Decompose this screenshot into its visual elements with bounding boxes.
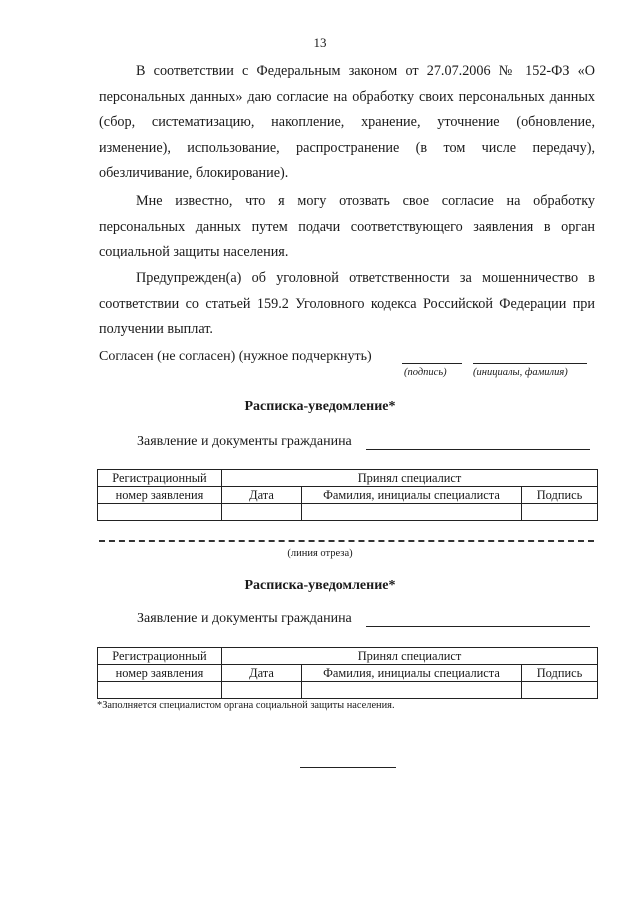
specialist-name-cell[interactable] <box>302 504 522 521</box>
reg-number-cell[interactable] <box>98 682 222 699</box>
footnote: *Заполняется специалистом органа социальной защиты населения. <box>97 700 395 711</box>
date-cell[interactable] <box>222 682 302 699</box>
documents-label: Заявление и документы гражданина <box>137 611 352 626</box>
signature-caption: (подпись) <box>404 367 447 378</box>
signature-cell[interactable] <box>522 504 598 521</box>
reg-number-header-line1: Регистрационный <box>98 470 222 487</box>
end-separator-line <box>300 767 396 768</box>
signature-line[interactable] <box>402 363 462 364</box>
citizen-name-line[interactable] <box>366 626 590 627</box>
page-number: 13 <box>313 35 327 50</box>
reg-number-header-line2: номер заявления <box>98 487 222 504</box>
date-header: Дата <box>222 487 302 504</box>
name-line[interactable] <box>473 363 587 364</box>
specialist-name-header: Фамилия, инициалы специалиста <box>302 487 522 504</box>
consent-paragraph: В соответствии с Федеральным законом от 27.07.2006 № 152-ФЗ «О персональных данных» даю согласие на обработку своих персональных данных (сбор, систематизацию, накопление, хранение, уточнение (обновление, изменение), использование, распространение (в том числе передачу), обезличивание, блокирование). <box>99 63 595 182</box>
specialist-name-cell[interactable] <box>302 682 522 699</box>
reg-number-header-line2: номер заявления <box>98 665 222 682</box>
registration-table <box>97 647 598 699</box>
receipt-title: Расписка-уведомление* <box>244 578 396 593</box>
liability-paragraph: Предупрежден(а) об уголовной ответственности за мошенничество в соответствии со статьей 159.2 Уголовного кодекса Российской Федерации при получении выплат. <box>99 270 595 338</box>
reg-number-cell[interactable] <box>98 504 222 521</box>
date-header: Дата <box>222 665 302 682</box>
agreement-text: Согласен (не согласен) (нужное подчеркнуть) <box>99 349 372 364</box>
registration-table <box>97 469 598 521</box>
accepted-by-header: Принял специалист <box>222 648 598 665</box>
signature-header: Подпись <box>522 665 598 682</box>
revocation-paragraph: Мне известно, что я могу отозвать свое согласие на обработку персональных данных путем подачи соответствующего заявления в орган социальной защиты населения. <box>99 193 595 261</box>
cut-line-caption: (линия отреза) <box>287 548 353 559</box>
specialist-name-header: Фамилия, инициалы специалиста <box>302 665 522 682</box>
cut-line <box>99 540 594 542</box>
reg-number-header-line1: Регистрационный <box>98 648 222 665</box>
signature-header: Подпись <box>522 487 598 504</box>
signature-cell[interactable] <box>522 682 598 699</box>
accepted-by-header: Принял специалист <box>222 470 598 487</box>
receipt-title: Расписка-уведомление* <box>244 399 396 414</box>
citizen-name-line[interactable] <box>366 449 590 450</box>
name-caption: (инициалы, фамилия) <box>473 367 568 378</box>
date-cell[interactable] <box>222 504 302 521</box>
documents-label: Заявление и документы гражданина <box>137 434 352 449</box>
